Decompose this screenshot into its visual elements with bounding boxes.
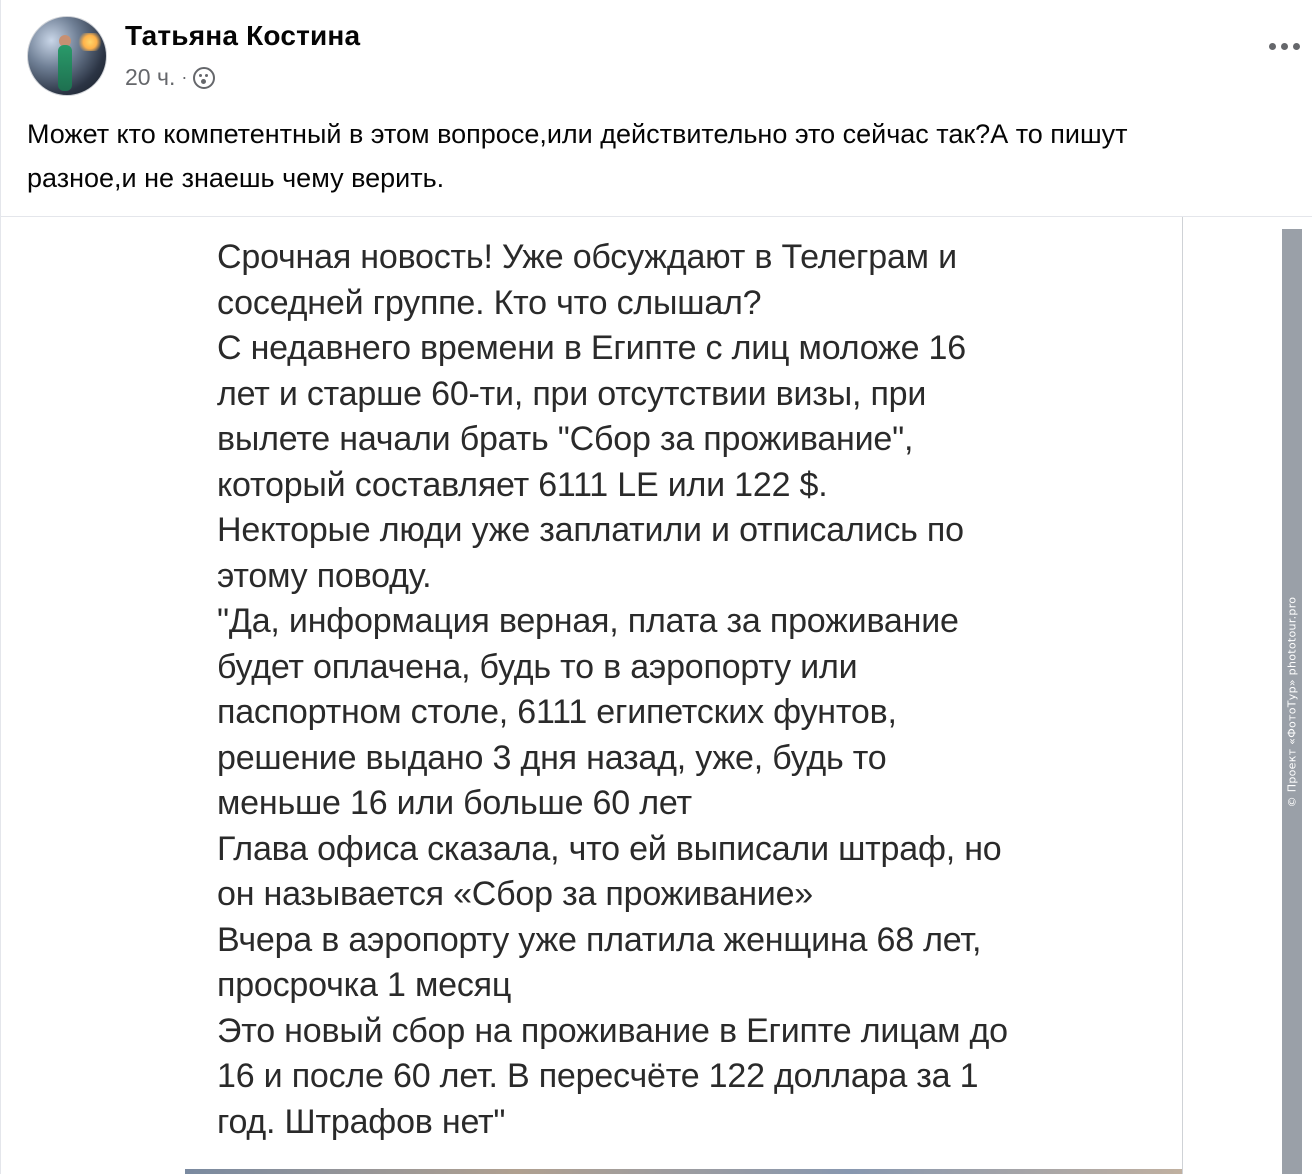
news-line: соседней группе. Кто что слышал? [217, 283, 762, 322]
news-line: Глава офиса сказала, что ей выписали штраф, но [217, 829, 1002, 868]
news-line: решение выдано 3 дня назад, уже, будь то [217, 738, 887, 777]
news-line: Это новый сбор на проживание в Египте лицам до [217, 1011, 1008, 1050]
news-text-block [217, 235, 1157, 1145]
post-header [27, 16, 1287, 98]
author-name[interactable]: Татьяна Костина [125, 20, 361, 51]
news-line: этому поводу. [217, 556, 432, 595]
caption-line: разное,и не знаешь чему верить. [27, 163, 445, 193]
news-line: Срочная новость! Уже обсуждают в Телеграм и [217, 238, 957, 276]
news-line: он называется «Сбор за проживание» [217, 875, 813, 913]
watermark-text: © Проект «ФотоТур» phototour.pro [1285, 596, 1299, 807]
post-caption [27, 112, 1297, 200]
friends-icon[interactable] [193, 67, 215, 89]
news-line: просрочка 1 месяц [217, 966, 512, 1004]
more-dot [1269, 43, 1276, 50]
news-line: паспортном столе, 6111 египетских фунтов, [217, 693, 897, 731]
watermark [1282, 229, 1302, 1174]
avatar-person-body [58, 45, 72, 91]
more-dot [1281, 43, 1288, 50]
news-line: 16 и после 60 лет. В пересчёте 122 доллара за 1 [217, 1057, 979, 1095]
news-line: лет и старше 60-ти, при отсутствии визы, при [217, 374, 927, 413]
more-options-icon[interactable] [1269, 36, 1309, 56]
news-screenshot-image[interactable] [185, 217, 1183, 1174]
news-line: который составляет 6111 LE или 122 $. [217, 465, 828, 504]
news-line: Вчера в аэропорту уже платила женщина 68 лет, [217, 920, 982, 959]
author-avatar[interactable] [27, 16, 107, 96]
news-line: С недавнего времени в Египте с лиц моложе 16 [217, 329, 966, 367]
avatar-background-lights [76, 33, 104, 51]
post-image-area[interactable] [1, 217, 1312, 1174]
news-line: вылете начали брать "Сбор за проживание", [217, 420, 914, 458]
news-line: "Да, информация верная, плата за проживание [217, 602, 959, 640]
caption-line: Может кто компетентный в этом вопросе,или действительно это сейчас так?А то пишут [27, 119, 1128, 149]
post-meta [125, 64, 215, 91]
image-bottom-strip [185, 1169, 1182, 1174]
post-timestamp[interactable]: 20 ч. [125, 64, 176, 90]
news-line: Некторые люди уже заплатили и отписались по [217, 511, 964, 549]
news-line: меньше 16 или больше 60 лет [217, 784, 692, 822]
meta-separator: · [181, 67, 188, 87]
news-line: год. Штрафов нет" [217, 1102, 506, 1141]
news-line: будет оплачена, будь то в аэропорту или [217, 647, 858, 686]
more-dot [1293, 43, 1300, 50]
